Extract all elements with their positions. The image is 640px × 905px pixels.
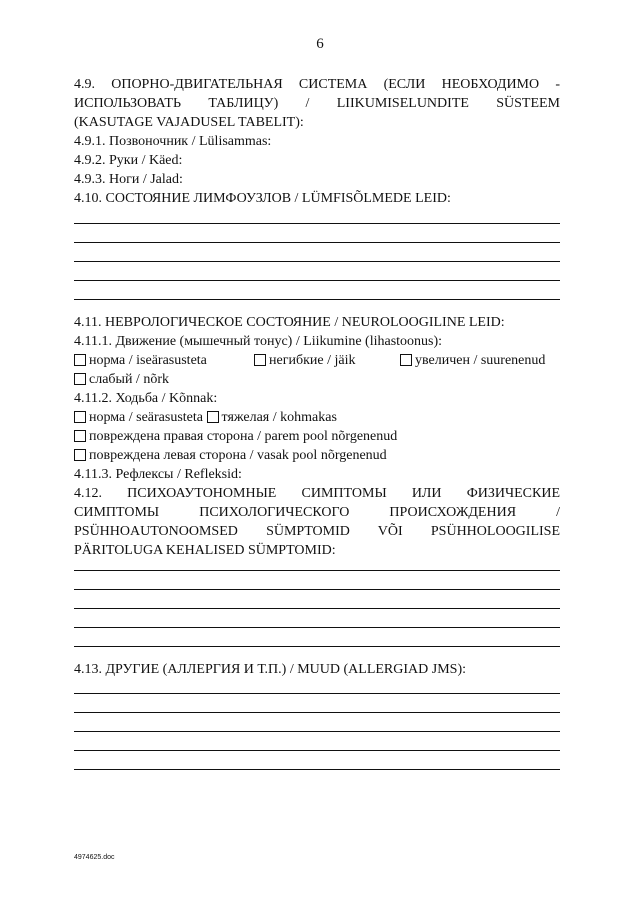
answer-line [74, 280, 560, 281]
option-label: повреждена правая сторона / parem pool nõrgenenud [89, 429, 398, 444]
answer-line [74, 646, 560, 647]
section-4-10-title: 4.10. СОСТОЯНИЕ ЛИМФОУЗЛОВ / LÜMFISÕLMEDE LEID: [74, 191, 451, 206]
answer-line [74, 261, 560, 262]
answer-line [74, 693, 560, 694]
lymph-nodes-answer-lines[interactable] [74, 223, 560, 300]
movement-option-normal[interactable] [74, 351, 254, 370]
checkbox[interactable] [254, 354, 266, 366]
reflexes-label: 4.11.3. Рефлексы / Refleksid: [74, 467, 242, 482]
gait-options-row [74, 408, 560, 427]
gait-option-normal[interactable] [74, 408, 203, 427]
gait-option-right-side[interactable] [74, 427, 560, 446]
answer-line [74, 731, 560, 732]
option-label: слабый / nõrk [89, 372, 169, 387]
movement-option-increased[interactable] [400, 351, 545, 370]
answer-line [74, 242, 560, 243]
option-label: негибкие / jäik [269, 353, 356, 368]
movement-option-weak[interactable] [74, 370, 560, 389]
arms-label: 4.9.2. Руки / Käed: [74, 153, 183, 168]
page-number: 6 [316, 36, 324, 52]
checkbox[interactable] [74, 449, 86, 461]
movement-options-row [74, 351, 560, 370]
answer-line [74, 769, 560, 770]
psychoautonomic-answer-lines[interactable] [74, 570, 560, 647]
form-content [74, 75, 560, 770]
section-4-12-title-line4: PÄRITOLUGA KEHALISED SÜMPTOMID: [74, 543, 336, 558]
other-answer-lines[interactable] [74, 693, 560, 770]
document-filename: 4974625.doc [74, 854, 115, 861]
option-label: норма / seärasusteta [89, 410, 204, 425]
option-label: увеличен / suurenenud [415, 353, 546, 368]
legs-label: 4.9.3. Ноги / Jalad: [74, 172, 183, 187]
checkbox[interactable] [74, 411, 86, 423]
answer-line [74, 299, 560, 300]
answer-line [74, 712, 560, 713]
gait-option-left-side[interactable] [74, 446, 560, 465]
option-label: норма / iseärasusteta [89, 353, 207, 368]
section-4-12-title-line3: PSÜHHOAUTONOOMSED SÜMPTOMID VÕI PSÜHHOLOOGILISE [74, 524, 560, 539]
checkbox[interactable] [74, 430, 86, 442]
section-4-13-title: 4.13. ДРУГИЕ (АЛЛЕРГИЯ И Т.П.) / MUUD (ALLERGIAD JMS): [74, 662, 466, 677]
section-4-9-title-line1: 4.9. ОПОРНО-ДВИГАТЕЛЬНАЯ СИСТЕМА (ЕСЛИ НЕОБХОДИМО - [74, 77, 560, 92]
option-label: повреждена левая сторона / vasak pool nõrgenenud [89, 448, 387, 463]
spine-label: 4.9.1. Позвоночник / Lülisammas: [74, 134, 272, 149]
gait-label: 4.11.2. Ходьба / Kõnnak: [74, 391, 218, 406]
answer-line [74, 608, 560, 609]
section-4-12-title-line2: СИМПТОМЫ ПСИХОЛОГИЧЕСКОГО ПРОИСХОЖДЕНИЯ / [74, 505, 560, 520]
section-4-12-title-line1: 4.12. ПСИХОАУТОНОМНЫЕ СИМПТОМЫ ИЛИ ФИЗИЧЕСКИЕ [74, 486, 560, 501]
checkbox[interactable] [400, 354, 412, 366]
checkbox[interactable] [207, 411, 219, 423]
answer-line [74, 570, 560, 571]
checkbox[interactable] [74, 354, 86, 366]
section-4-11-title: 4.11. НЕВРОЛОГИЧЕСКОЕ СОСТОЯНИЕ / NEUROLOOGILINE LEID: [74, 315, 505, 330]
answer-line [74, 223, 560, 224]
answer-line [74, 750, 560, 751]
checkbox[interactable] [74, 373, 86, 385]
option-label: тяжелая / kohmakas [221, 410, 337, 425]
gait-option-heavy[interactable] [207, 408, 337, 427]
movement-option-rigid[interactable] [254, 351, 400, 370]
answer-line [74, 589, 560, 590]
answer-line [74, 627, 560, 628]
movement-label: 4.11.1. Движение (мышечный тонус) / Liikumine (lihastoonus): [74, 334, 443, 349]
section-4-9-title-line2: ИСПОЛЬЗОВАТЬ ТАБЛИЦУ) / LIIKUMISELUNDITE SÜSTEEM [74, 96, 560, 111]
section-4-9-title-line3: (KASUTAGE VAJADUSEL TABELIT): [74, 115, 304, 130]
